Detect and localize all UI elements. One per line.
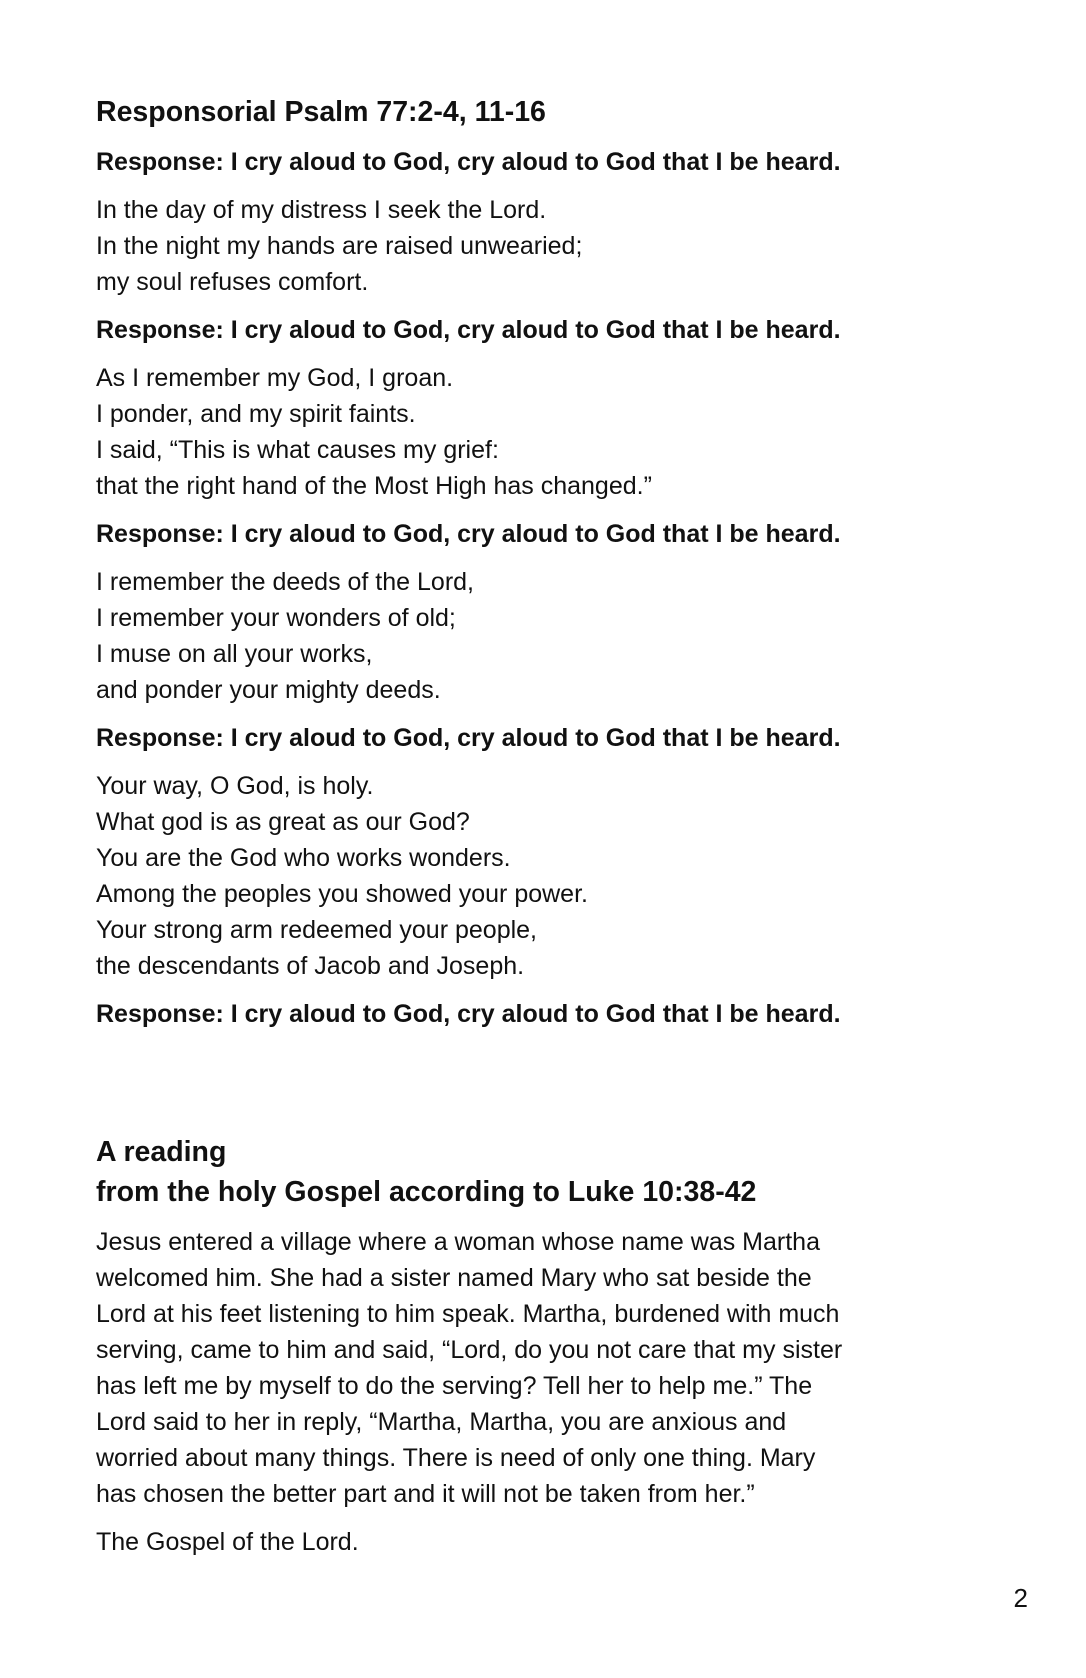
stanza-line: that the right hand of the Most High has changed.” xyxy=(96,472,652,500)
stanza-line: In the day of my distress I seek the Lord. xyxy=(96,196,547,224)
gospel-text-line: serving, came to him and said, “Lord, do you not care that my sister xyxy=(96,1336,843,1364)
gospel-text-line: Lord at his feet listening to him speak. Martha, burdened with much xyxy=(96,1300,840,1328)
page-number: 2 xyxy=(1013,1583,1028,1613)
gospel-text xyxy=(96,1224,1016,1512)
gospel-heading-line: from the holy Gospel according to Luke 10:38-42 xyxy=(96,1176,757,1208)
psalm-title: Responsorial Psalm 77:2-4, 11-16 xyxy=(96,96,546,128)
stanza-line: I remember your wonders of old; xyxy=(96,604,456,632)
gospel-text-line: Lord said to her in reply, “Martha, Martha, you are anxious and xyxy=(96,1408,787,1436)
psalm-response: Response: I cry aloud to God, cry aloud to God that I be heard. xyxy=(96,520,841,548)
psalm-response: Response: I cry aloud to God, cry aloud to God that I be heard. xyxy=(96,148,841,176)
stanza-line: I remember the deeds of the Lord, xyxy=(96,568,474,596)
stanza-line: my soul refuses comfort. xyxy=(96,268,369,296)
gospel-text-line: welcomed him. She had a sister named Mary who sat beside the xyxy=(96,1264,812,1292)
psalm-stanza-2 xyxy=(96,360,1016,504)
gospel-text-line: worried about many things. There is need of only one thing. Mary xyxy=(96,1444,816,1472)
stanza-line: I said, “This is what causes my grief: xyxy=(96,436,499,464)
stanza-line: Your way, O God, is holy. xyxy=(96,772,374,800)
psalm-response: Response: I cry aloud to God, cry aloud to God that I be heard. xyxy=(96,316,841,344)
psalm-response: Response: I cry aloud to God, cry aloud to God that I be heard. xyxy=(96,724,841,752)
stanza-line: the descendants of Jacob and Joseph. xyxy=(96,952,525,980)
stanza-line: and ponder your mighty deeds. xyxy=(96,676,441,704)
gospel-heading-line: A reading xyxy=(96,1136,227,1168)
stanza-line: What god is as great as our God? xyxy=(96,808,470,836)
stanza-line: As I remember my God, I groan. xyxy=(96,364,454,392)
gospel-closing: The Gospel of the Lord. xyxy=(96,1528,359,1556)
psalm-stanza-4 xyxy=(96,768,1016,984)
stanza-line: In the night my hands are raised unwearied; xyxy=(96,232,583,260)
stanza-line: Your strong arm redeemed your people, xyxy=(96,916,538,944)
page-content xyxy=(96,92,1016,1560)
stanza-line: Among the peoples you showed your power. xyxy=(96,880,588,908)
stanza-line: You are the God who works wonders. xyxy=(96,844,511,872)
psalm-stanza-1 xyxy=(96,192,1016,300)
stanza-line: I ponder, and my spirit faints. xyxy=(96,400,416,428)
gospel-text-line: has chosen the better part and it will not be taken from her.” xyxy=(96,1480,755,1508)
gospel-heading xyxy=(96,1132,1016,1212)
gospel-text-line: has left me by myself to do the serving? Tell her to help me.” The xyxy=(96,1372,813,1400)
stanza-line: I muse on all your works, xyxy=(96,640,373,668)
gospel-text-line: Jesus entered a village where a woman whose name was Martha xyxy=(96,1228,820,1256)
psalm-stanza-3 xyxy=(96,564,1016,708)
psalm-response: Response: I cry aloud to God, cry aloud to God that I be heard. xyxy=(96,1000,841,1028)
